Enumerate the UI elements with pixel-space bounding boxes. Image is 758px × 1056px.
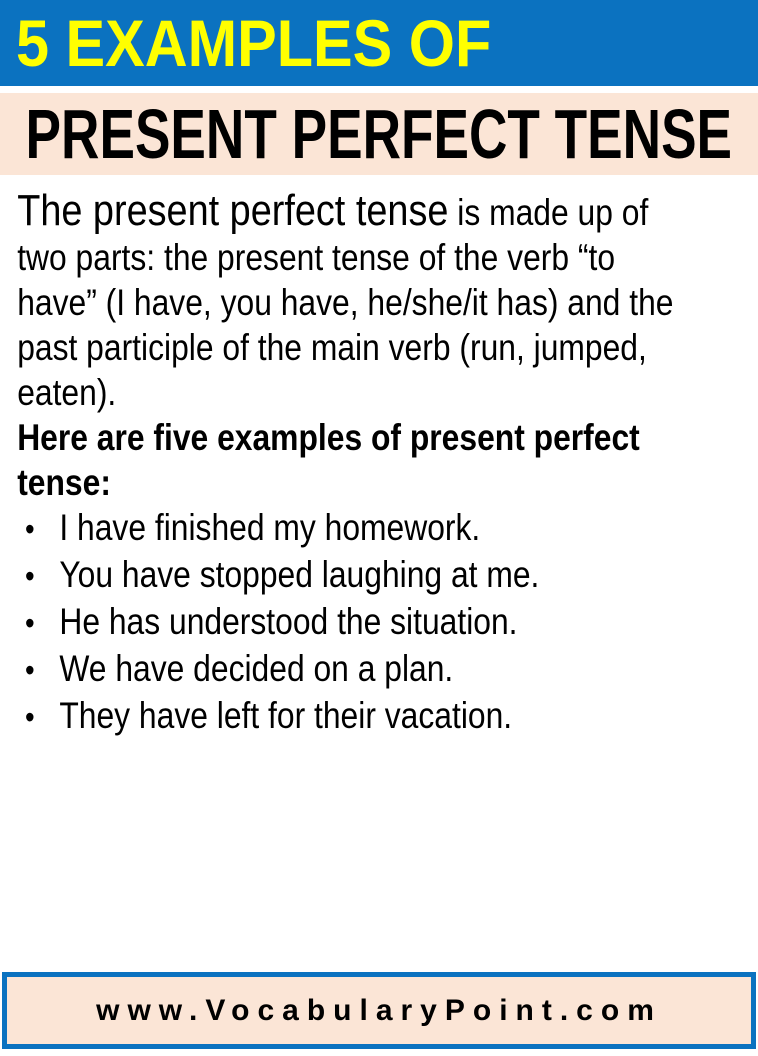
example-sentence: I have finished my homework. (59, 507, 481, 548)
list-item (17, 693, 748, 740)
topic-title: PRESENT PERFECT TENSE (25, 95, 733, 173)
bullet-icon: • (24, 605, 35, 641)
list-item (17, 505, 748, 552)
intro-lead-phrase: The present perfect tense (17, 186, 449, 235)
website-url: www.VocabularyPoint.com (96, 993, 662, 1027)
bullet-icon: • (24, 699, 35, 735)
footer-bar (2, 972, 756, 1049)
bullet-icon: • (24, 652, 35, 688)
list-item (17, 646, 748, 693)
examples-heading-line-2: tense: (17, 462, 111, 503)
examples-list (17, 505, 748, 740)
page-title: 5 EXAMPLES OF (16, 6, 492, 80)
intro-line-4: past participle of the main verb (run, jumped, (17, 327, 647, 368)
header-band (0, 0, 758, 86)
example-sentence: He has understood the situation. (59, 601, 518, 642)
list-item (17, 552, 748, 599)
list-item (17, 599, 748, 646)
example-sentence: We have decided on a plan. (59, 648, 454, 689)
topic-banner (0, 93, 758, 175)
examples-heading-line-1: Here are five examples of present perfect (17, 417, 640, 458)
intro-line-1 (17, 188, 748, 235)
content-area (0, 175, 748, 740)
example-sentence: They have left for their vacation. (59, 695, 513, 736)
bullet-icon: • (24, 511, 35, 547)
intro-line-2: two parts: the present tense of the verb “to (17, 237, 616, 278)
intro-line-3: have” (I have, you have, he/she/it has) and the (17, 282, 674, 323)
intro-line-5: eaten). (17, 372, 117, 413)
intro-line-1-rest: is made up of (448, 192, 649, 233)
example-sentence: You have stopped laughing at me. (59, 554, 540, 595)
bullet-icon: • (24, 558, 35, 594)
